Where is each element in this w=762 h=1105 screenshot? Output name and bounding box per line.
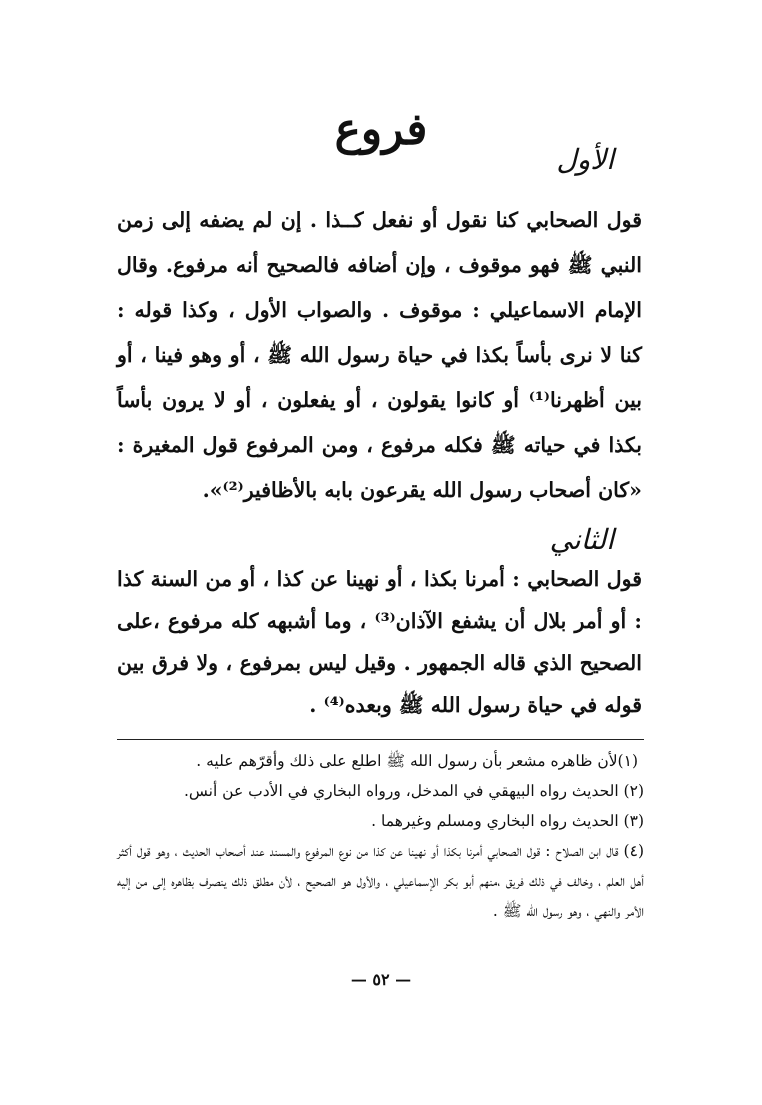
footnote-2: (٢) الحديث رواه البيهقي في المدخل، ورواه البخاري في الأدب عن أنس. bbox=[183, 782, 644, 800]
footnotes bbox=[117, 746, 644, 926]
footnote-4: (٤) قال ابن الصلاح : قول الصحابي أمرنا بكذا أو نهينا عن كذا من نوع المرفوع والمسند عند أصحاب الحديث ، وهو قول أكثر أهل العلم ، وخالف في ذلك فريق ،منهم أبو بكر الإسماعيلي ، والأول هو الصحيح ، لأن مطلق ذلك ينصرف بظاهره إلى من إليه الأمر والنهي ، وهو رسول الله ﷺ . bbox=[117, 842, 644, 920]
section-2-label: الثاني bbox=[549, 523, 614, 556]
footnote-3: (٣) الحديث رواه البخاري ومسلم وغيرهما . bbox=[371, 812, 644, 830]
page-number: — ٥٢ — bbox=[350, 970, 412, 989]
section-1-label: الأول bbox=[556, 143, 614, 176]
footnote-1: (١)لأن ظاهره مشعر بأن رسول الله ﷺ اطلع على ذلك وأقرّهم عليه . bbox=[196, 752, 638, 770]
footnote-divider bbox=[117, 739, 644, 740]
section-1-text: قول الصحابي كنا نقول أو نفعل كــذا . إن لم يضفه إلى زمن النبي ﷺ فهو موقوف ، وإن أضافه فالصحيح أنه مرفوع. وقال الإمام الاسماعيلي : موقوف . والصواب الأول ، وكذا قوله : كنا لا نرى بأساً بكذا في حياة رسول الله ﷺ ، أو وهو فينا ، أو بين أظهرنا⁽¹⁾ أو كانوا يقولون ، أو يفعلون ، أو لا يرون بأساً بكذا في حياته ﷺ فكله مرفوع ، ومن المرفوع قول المغيرة : «كان أصحاب رسول الله يقرعون بابه بالأظافير⁽²⁾». bbox=[117, 208, 642, 502]
chapter-heading: فروع bbox=[334, 104, 428, 155]
section-2-text: قول الصحابي : أمرنا بكذا ، أو نهينا عن كذا ، أو من السنة كذا : أو أمر بلال أن يشفع الآذان⁽³⁾ ، وما أشبهه كله مرفوع ،على الصحيح الذي قاله الجمهور . وقيل ليس بمرفوع ، ولا فرق بين قوله في حياة رسول الله ﷺ وبعده⁽⁴⁾ . bbox=[117, 567, 642, 717]
